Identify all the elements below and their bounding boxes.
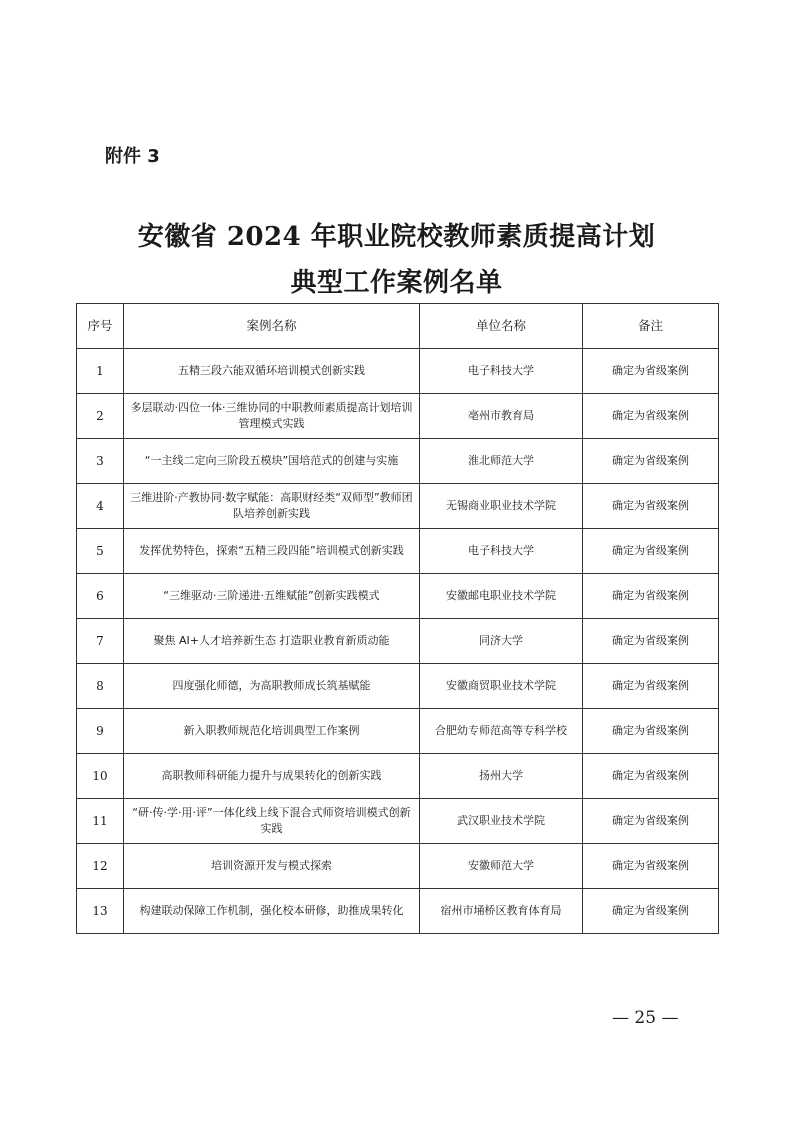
row-note: 确定为省级案例 (583, 574, 719, 619)
row-serial: 2 (77, 394, 124, 439)
row-note: 确定为省级案例 (583, 754, 719, 799)
row-note: 确定为省级案例 (583, 529, 719, 574)
row-serial: 10 (77, 754, 124, 799)
table-row (77, 664, 719, 709)
row-case-name: 多层联动·四位一体·三维协同的中职教师素质提高计划培训管理模式实践 (124, 394, 420, 439)
row-case-name: “一主线二定向三阶段五模块”国培范式的创建与实施 (124, 439, 420, 484)
row-unit-name: 宿州市埇桥区教育体育局 (420, 889, 583, 934)
row-serial: 5 (77, 529, 124, 574)
row-serial: 6 (77, 574, 124, 619)
row-note: 确定为省级案例 (583, 664, 719, 709)
row-unit-name: 安徽邮电职业技术学院 (420, 574, 583, 619)
row-case-name: 高职教师科研能力提升与成果转化的创新实践 (124, 754, 420, 799)
table-row (77, 529, 719, 574)
row-unit-name: 同济大学 (420, 619, 583, 664)
row-note: 确定为省级案例 (583, 394, 719, 439)
document-subtitle: 典型工作案例名单 (290, 268, 503, 298)
row-note: 确定为省级案例 (583, 844, 719, 889)
row-serial: 13 (77, 889, 124, 934)
row-serial: 3 (77, 439, 124, 484)
row-case-name: 三维进阶·产教协同·数字赋能：高职财经类“双师型”教师团队培养创新实践 (124, 484, 420, 529)
row-serial: 8 (77, 664, 124, 709)
row-note: 确定为省级案例 (583, 349, 719, 394)
table-row (77, 574, 719, 619)
row-unit-name: 安徽师范大学 (420, 844, 583, 889)
row-serial: 11 (77, 799, 124, 844)
table-row (77, 799, 719, 844)
header-note: 备注 (583, 304, 719, 349)
row-note: 确定为省级案例 (583, 484, 719, 529)
row-case-name: “三维驱动·三阶递进·五维赋能”创新实践模式 (124, 574, 420, 619)
row-serial: 9 (77, 709, 124, 754)
row-note: 确定为省级案例 (583, 709, 719, 754)
table-row (77, 889, 719, 934)
table-row (77, 709, 719, 754)
table-row (77, 439, 719, 484)
row-unit-name: 合肥幼专师范高等专科学校 (420, 709, 583, 754)
row-serial: 12 (77, 844, 124, 889)
case-list-table (76, 303, 719, 934)
row-serial: 1 (77, 349, 124, 394)
document-title: 安徽省 2024 年职业院校教师素质提高计划 (137, 222, 656, 252)
table-header-row (77, 304, 719, 349)
row-case-name: 发挥优势特色，探索“五精三段四能”培训模式创新实践 (124, 529, 420, 574)
row-unit-name: 无锡商业职业技术学院 (420, 484, 583, 529)
row-serial: 7 (77, 619, 124, 664)
header-serial: 序号 (77, 304, 124, 349)
row-case-name: 五精三段六能双循环培训模式创新实践 (124, 349, 420, 394)
row-note: 确定为省级案例 (583, 439, 719, 484)
row-unit-name: 淮北师范大学 (420, 439, 583, 484)
row-case-name: 四度强化师德，为高职教师成长筑基赋能 (124, 664, 420, 709)
row-note: 确定为省级案例 (583, 619, 719, 664)
table-row (77, 619, 719, 664)
row-unit-name: 电子科技大学 (420, 529, 583, 574)
page-number: — 25 — (612, 1008, 679, 1028)
row-serial: 4 (77, 484, 124, 529)
row-case-name: “研·传·学·用·评”一体化线上线下混合式师资培训模式创新实践 (124, 799, 420, 844)
row-case-name: 培训资源开发与模式探索 (124, 844, 420, 889)
table-row (77, 349, 719, 394)
row-case-name: 构建联动保障工作机制，强化校本研修，助推成果转化 (124, 889, 420, 934)
header-case-name: 案例名称 (124, 304, 420, 349)
attachment-label: 附件 3 (105, 146, 160, 167)
table-row (77, 484, 719, 529)
row-unit-name: 武汉职业技术学院 (420, 799, 583, 844)
row-case-name: 新入职教师规范化培训典型工作案例 (124, 709, 420, 754)
row-note: 确定为省级案例 (583, 799, 719, 844)
row-unit-name: 扬州大学 (420, 754, 583, 799)
row-unit-name: 亳州市教育局 (420, 394, 583, 439)
header-unit-name: 单位名称 (420, 304, 583, 349)
row-note: 确定为省级案例 (583, 889, 719, 934)
table-row (77, 754, 719, 799)
row-unit-name: 安徽商贸职业技术学院 (420, 664, 583, 709)
table-row (77, 844, 719, 889)
row-unit-name: 电子科技大学 (420, 349, 583, 394)
row-case-name: 聚焦 AI+人才培养新生态 打造职业教育新质动能 (124, 619, 420, 664)
table-row (77, 394, 719, 439)
